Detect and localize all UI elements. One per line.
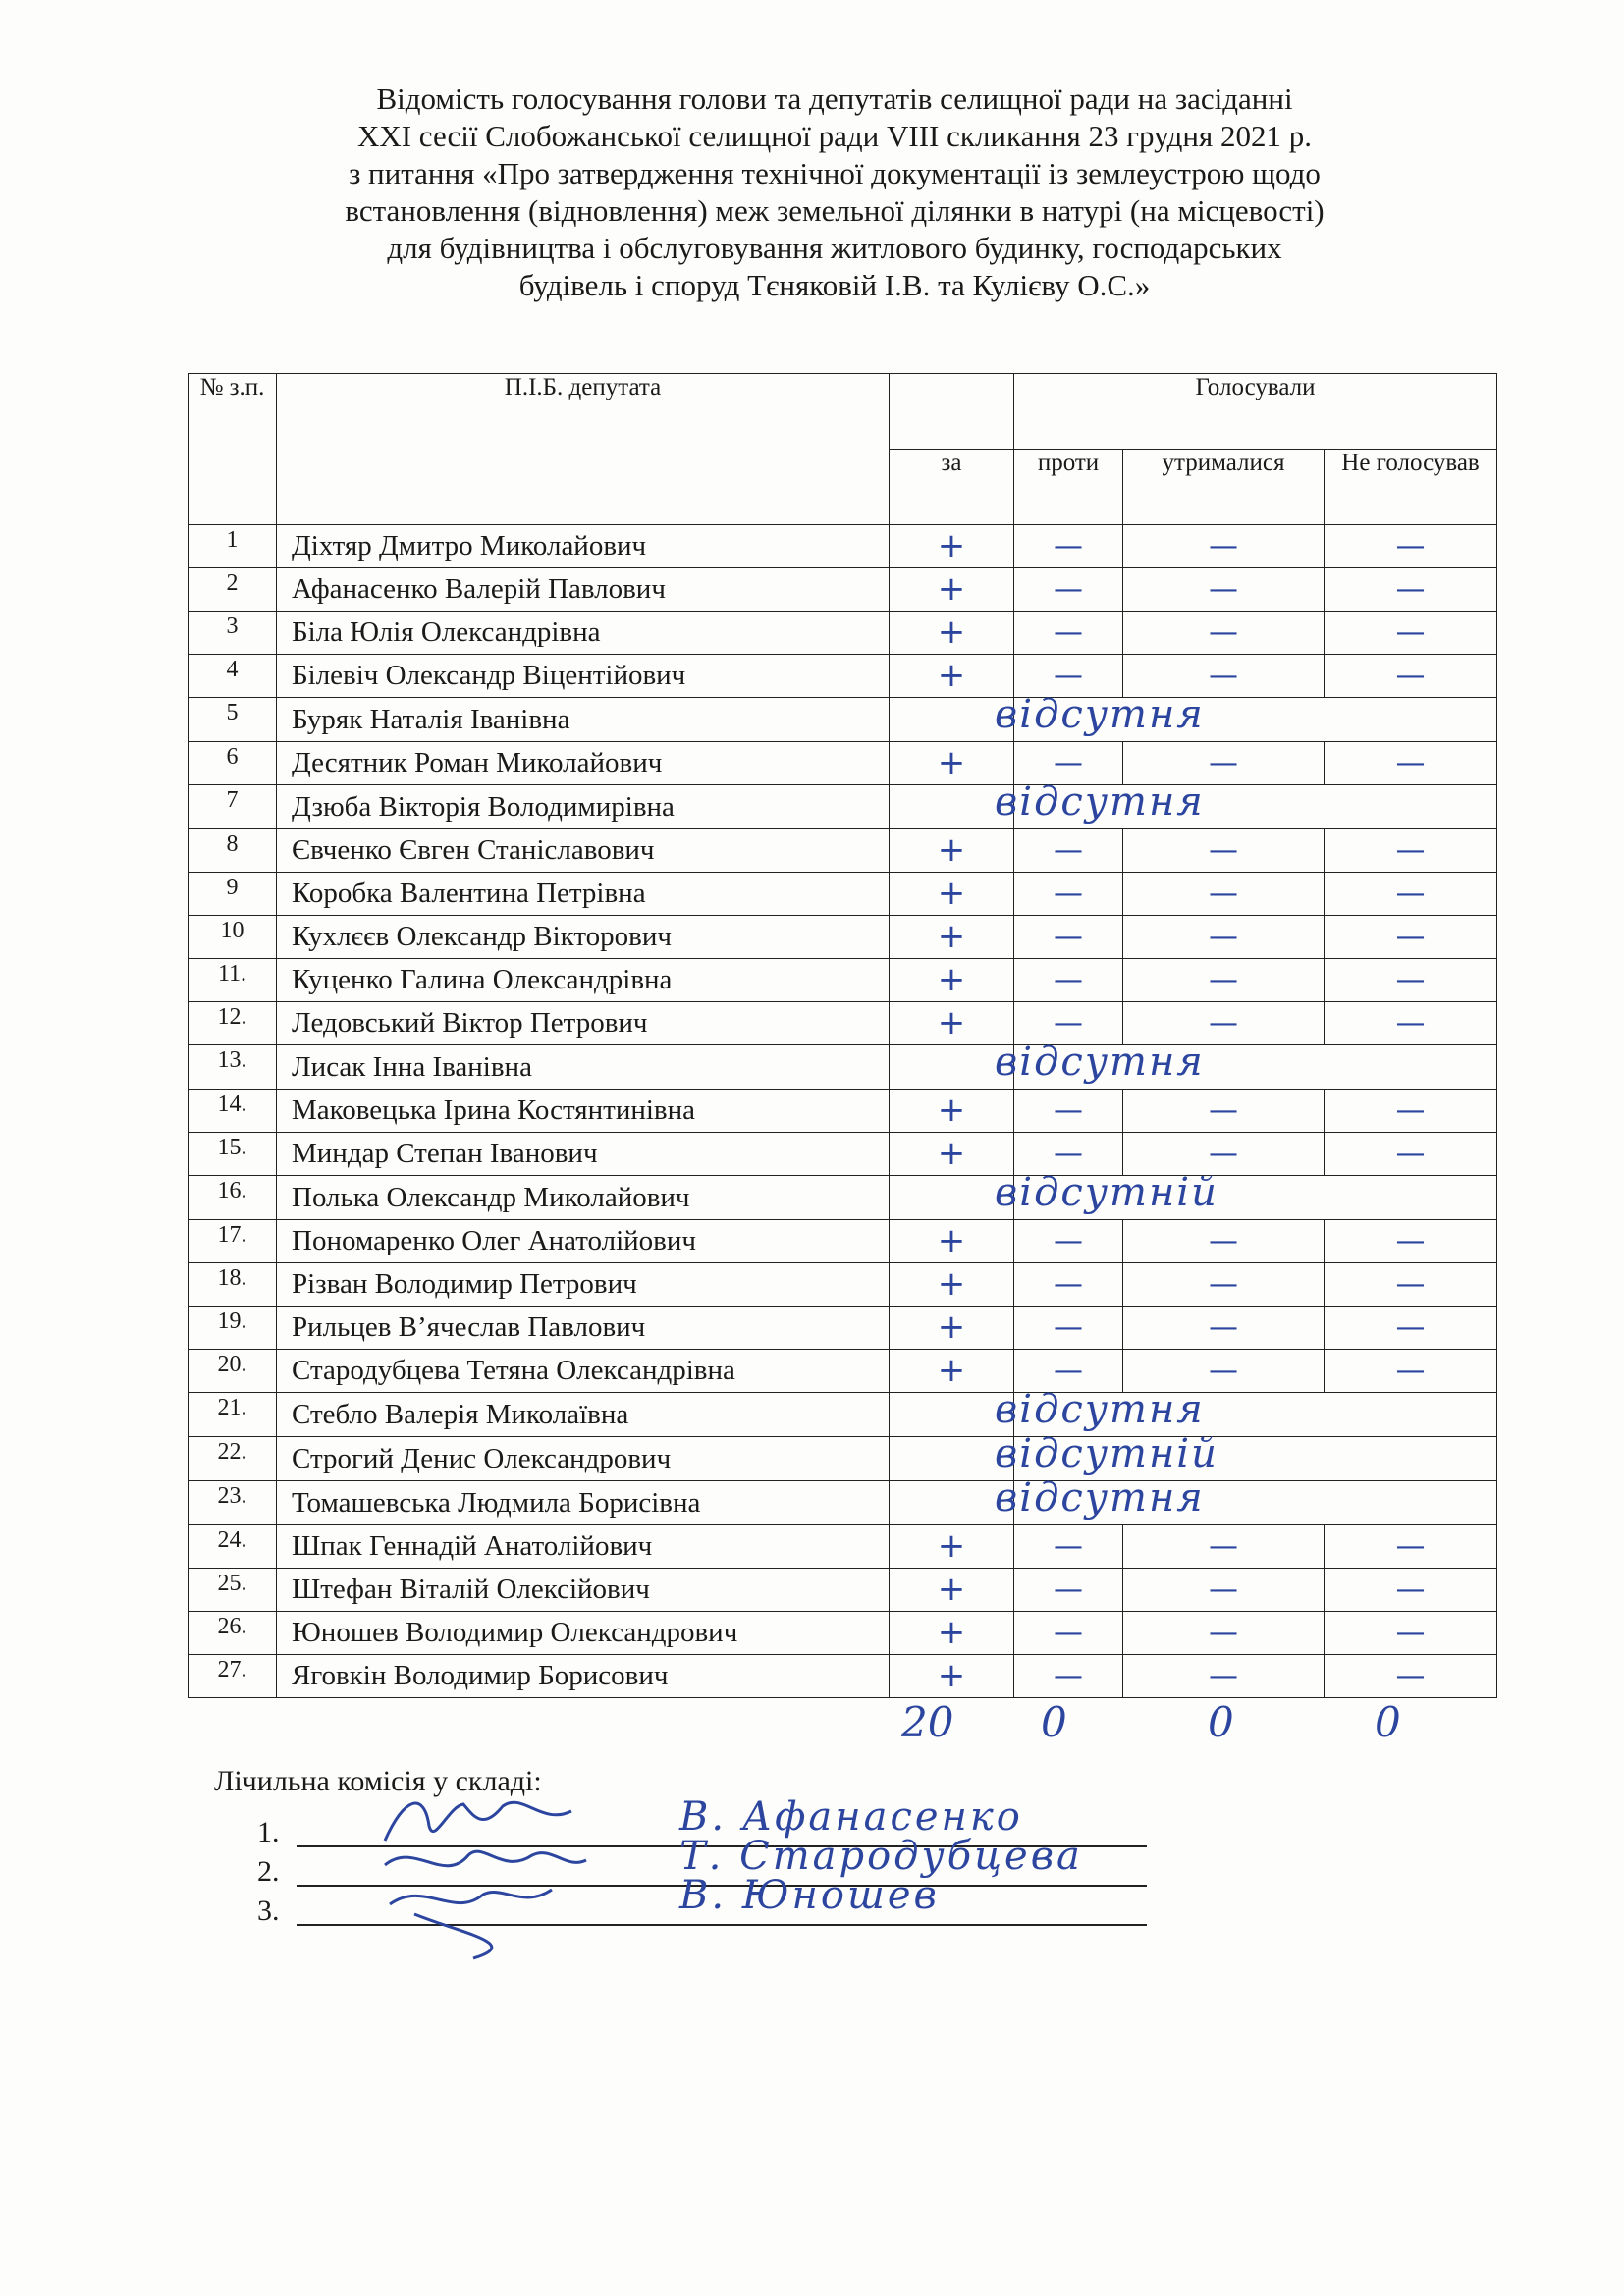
vote-against-cell [1014, 959, 1123, 1002]
vote-against-cell [1014, 568, 1123, 612]
plus-mark: + [937, 1351, 966, 1390]
vote-against-cell [1014, 742, 1123, 785]
dash-mark: — [1209, 1223, 1238, 1258]
deputy-name: Різван Володимир Петрович [277, 1263, 890, 1307]
plus-mark: + [937, 1221, 966, 1260]
vote-against-cell [1014, 612, 1123, 655]
dash-mark: — [1395, 1658, 1426, 1693]
table-row [189, 873, 1497, 916]
dash-mark: — [1209, 1353, 1238, 1388]
plus-mark: + [937, 1308, 966, 1347]
vote-abstain-cell [1123, 742, 1325, 785]
absent-cell [995, 1040, 1497, 1090]
dash-mark: — [1209, 528, 1238, 563]
header-voted-label: Голосували [1195, 374, 1316, 400]
vote-abstain-cell [1123, 655, 1325, 698]
absent-handwritten: відсутній [995, 1431, 1218, 1476]
table-row [189, 1307, 1497, 1350]
deputy-name: Білевіч Олександр Віцентійович [277, 655, 890, 698]
vote-for-cell [890, 525, 1014, 568]
deputy-name: Томашевська Людмила Борисівна [277, 1481, 890, 1525]
vote-abstain-cell [1123, 829, 1325, 873]
row-number: 18. [189, 1263, 277, 1307]
plus-mark: + [937, 874, 966, 913]
dash-mark: — [1395, 1353, 1426, 1388]
plus-mark: + [937, 526, 966, 565]
deputy-name: Стародубцева Тетяна Олександрівна [277, 1350, 890, 1393]
dash-mark: — [1054, 1572, 1083, 1607]
header-voted [1014, 374, 1497, 450]
vote-novote-cell [1325, 568, 1497, 612]
plus-mark: + [937, 1570, 966, 1609]
vote-against-cell [1014, 1133, 1123, 1176]
dash-mark: — [1054, 1658, 1083, 1693]
table-row [189, 698, 1497, 742]
row-number: 17. [189, 1220, 277, 1263]
vote-novote-cell [1325, 1350, 1497, 1393]
vote-for-cell [890, 1263, 1014, 1307]
table-row [189, 1176, 1497, 1220]
vote-abstain-cell [1123, 612, 1325, 655]
dash-mark: — [1395, 658, 1426, 693]
dash-mark: — [1209, 832, 1238, 868]
table-row [189, 916, 1497, 959]
plus-mark: + [937, 830, 966, 870]
dash-mark: — [1054, 1223, 1083, 1258]
vote-for-cell [890, 1220, 1014, 1263]
dash-mark: — [1209, 1615, 1238, 1650]
table-row [189, 1002, 1497, 1045]
dash-mark: — [1395, 1528, 1426, 1564]
header-for: за [890, 450, 1014, 525]
deputy-name: Ледовський Віктор Петрович [277, 1002, 890, 1045]
dash-mark: — [1209, 1658, 1238, 1693]
dash-mark: — [1209, 658, 1238, 693]
vote-for-cell [890, 1612, 1014, 1655]
row-number: 13. [189, 1045, 277, 1090]
plus-mark: + [937, 1003, 966, 1042]
dash-mark: — [1054, 919, 1083, 954]
title-line: XXI сесії Слобожанської селищної ради VIII скликання 23 грудня 2021 р. [356, 119, 1313, 153]
member-number: 2. [257, 1855, 280, 1888]
dash-mark: — [1395, 571, 1426, 607]
dash-mark: — [1209, 1093, 1238, 1128]
header-novote: Не голосував [1325, 450, 1497, 525]
vote-against-cell [1014, 829, 1123, 873]
vote-for-cell [890, 1133, 1014, 1176]
dash-mark: — [1054, 1528, 1083, 1564]
dash-mark: — [1395, 1309, 1426, 1345]
table-row [189, 568, 1497, 612]
dash-mark: — [1209, 1309, 1238, 1345]
document-title [196, 80, 1473, 304]
absent-handwritten: відсутня [995, 779, 1205, 825]
total-against: 0 [1041, 1698, 1067, 1746]
dash-mark: — [1395, 919, 1426, 954]
dash-mark: — [1054, 1266, 1083, 1302]
dash-mark: — [1054, 1353, 1083, 1388]
total-for: 20 [901, 1698, 954, 1746]
vote-novote-cell [1325, 829, 1497, 873]
plus-mark: + [937, 1656, 966, 1695]
header-name-label: П.І.Б. депутата [504, 374, 662, 400]
deputy-name: Коробка Валентина Петрівна [277, 873, 890, 916]
vote-for-cell [890, 1569, 1014, 1612]
vote-abstain-cell [1123, 1133, 1325, 1176]
vote-novote-cell [1325, 1263, 1497, 1307]
dash-mark: — [1054, 571, 1083, 607]
vote-against-cell [1014, 1350, 1123, 1393]
plus-mark: + [937, 1134, 966, 1173]
vote-for-cell [890, 1307, 1014, 1350]
plus-mark: + [937, 569, 966, 609]
table-row [189, 1525, 1497, 1569]
dash-mark: — [1395, 962, 1426, 997]
dash-mark: — [1054, 1615, 1083, 1650]
dash-mark: — [1054, 1093, 1083, 1128]
deputy-name: Полька Олександр Миколайович [277, 1176, 890, 1220]
row-number: 21. [189, 1393, 277, 1437]
absent-handwritten: відсутня [995, 692, 1205, 737]
absent-cell [995, 779, 1497, 829]
title-line: Відомість голосування голови та депутатів селищної ради на засіданні [376, 81, 1293, 116]
row-number: 2 [189, 568, 277, 612]
vote-for-cell [890, 612, 1014, 655]
deputy-name: Діхтяр Дмитро Миколайович [277, 525, 890, 568]
vote-abstain-cell [1123, 873, 1325, 916]
table-row [189, 1045, 1497, 1090]
member-number: 3. [257, 1895, 280, 1927]
table-row [189, 655, 1497, 698]
table-row [189, 1350, 1497, 1393]
vote-novote-cell [1325, 959, 1497, 1002]
table-row [189, 525, 1497, 568]
vote-novote-cell [1325, 1612, 1497, 1655]
dash-mark: — [1054, 658, 1083, 693]
dash-mark: — [1209, 876, 1238, 911]
vote-for-cell [890, 1525, 1014, 1569]
deputy-name: Афанасенко Валерій Павлович [277, 568, 890, 612]
vote-abstain-cell [1123, 1569, 1325, 1612]
table-row [189, 1133, 1497, 1176]
vote-for-cell [890, 829, 1014, 873]
table-row [189, 1655, 1497, 1698]
title-line: для будівництва і обслуговування житлового будинку, господарських [387, 231, 1282, 265]
vote-novote-cell [1325, 1307, 1497, 1350]
deputy-name: Рильцев В’ячеслав Павлович [277, 1307, 890, 1350]
vote-against-cell [1014, 1307, 1123, 1350]
vote-abstain-cell [1123, 525, 1325, 568]
plus-mark: + [937, 917, 966, 956]
absent-cell [995, 692, 1497, 742]
member-number: 1. [257, 1816, 280, 1848]
deputy-name: Штефан Віталій Олексійович [277, 1569, 890, 1612]
row-number: 4 [189, 655, 277, 698]
vote-abstain-cell [1123, 959, 1325, 1002]
dash-mark: — [1395, 614, 1426, 650]
deputy-name: Яговкін Володимир Борисович [277, 1655, 890, 1698]
row-number: 19. [189, 1307, 277, 1350]
plus-mark: + [937, 1264, 966, 1304]
vote-novote-cell [1325, 525, 1497, 568]
vote-abstain-cell [1123, 1655, 1325, 1698]
dash-mark: — [1395, 876, 1426, 911]
vote-against-cell [1014, 1525, 1123, 1569]
deputy-name: Дзюба Вікторія Володимирівна [277, 785, 890, 829]
vote-for-cell [890, 1002, 1014, 1045]
deputy-name: Стебло Валерія Миколаївна [277, 1393, 890, 1437]
row-number: 15. [189, 1133, 277, 1176]
dash-mark: — [1395, 1572, 1426, 1607]
vote-novote-cell [1325, 742, 1497, 785]
vote-against-cell [1014, 1090, 1123, 1133]
voting-table [188, 373, 1497, 1698]
vote-against-cell [1014, 1655, 1123, 1698]
vote-for-cell [890, 742, 1014, 785]
deputy-name: Кухлєєв Олександр Вікторович [277, 916, 890, 959]
table-row [189, 1612, 1497, 1655]
deputy-name: Строгий Денис Олександрович [277, 1437, 890, 1481]
voting-table-body [189, 525, 1497, 1698]
dash-mark: — [1209, 1528, 1238, 1564]
row-number: 20. [189, 1350, 277, 1393]
absent-handwritten: відсутня [995, 1040, 1205, 1085]
row-number: 6 [189, 742, 277, 785]
header-against: проти [1014, 450, 1123, 525]
dash-mark: — [1209, 745, 1238, 780]
table-row [189, 1481, 1497, 1525]
total-novote: 0 [1375, 1698, 1401, 1746]
vote-novote-cell [1325, 1569, 1497, 1612]
plus-mark: + [937, 960, 966, 999]
header-name [277, 374, 890, 525]
absent-handwritten: відсутня [995, 1475, 1205, 1521]
vote-abstain-cell [1123, 1002, 1325, 1045]
vote-against-cell [1014, 525, 1123, 568]
deputy-name: Десятник Роман Миколайович [277, 742, 890, 785]
table-row [189, 959, 1497, 1002]
dash-mark: — [1395, 1223, 1426, 1258]
dash-mark: — [1054, 614, 1083, 650]
absent-cell [995, 1475, 1497, 1525]
dash-mark: — [1209, 919, 1238, 954]
plus-mark: + [937, 743, 966, 782]
dash-mark: — [1054, 1309, 1083, 1345]
header-number-label: № з.п. [199, 374, 265, 400]
member-name: В. Юношев [679, 1873, 940, 1918]
vote-novote-cell [1325, 1655, 1497, 1698]
row-number: 12. [189, 1002, 277, 1045]
table-row [189, 742, 1497, 785]
table-row [189, 612, 1497, 655]
row-number: 10 [189, 916, 277, 959]
absent-cell [995, 1170, 1497, 1220]
dash-mark: — [1054, 1136, 1083, 1171]
row-number: 1 [189, 525, 277, 568]
dash-mark: — [1054, 528, 1083, 563]
row-number: 5 [189, 698, 277, 742]
vote-novote-cell [1325, 612, 1497, 655]
dash-mark: — [1395, 528, 1426, 563]
vote-against-cell [1014, 1220, 1123, 1263]
header-blank [890, 374, 1014, 450]
vote-novote-cell [1325, 655, 1497, 698]
table-row [189, 1569, 1497, 1612]
row-number: 16. [189, 1176, 277, 1220]
plus-mark: + [937, 1613, 966, 1652]
row-number: 24. [189, 1525, 277, 1569]
vote-against-cell [1014, 873, 1123, 916]
absent-handwritten: відсутній [995, 1170, 1218, 1215]
dash-mark: — [1054, 962, 1083, 997]
dash-mark: — [1395, 832, 1426, 868]
row-number: 26. [189, 1612, 277, 1655]
vote-abstain-cell [1123, 1350, 1325, 1393]
deputy-name: Куценко Галина Олександрівна [277, 959, 890, 1002]
table-row [189, 1090, 1497, 1133]
deputy-name: Миндар Степан Іванович [277, 1133, 890, 1176]
deputy-name: Шпак Геннадій Анатолійович [277, 1525, 890, 1569]
dash-mark: — [1395, 1093, 1426, 1128]
table-row [189, 829, 1497, 873]
row-number: 22. [189, 1437, 277, 1481]
dash-mark: — [1054, 1005, 1083, 1041]
absent-cell [995, 1387, 1497, 1437]
table-row [189, 1393, 1497, 1437]
dash-mark: — [1209, 1266, 1238, 1302]
deputy-name: Маковецька Ірина Костянтинівна [277, 1090, 890, 1133]
deputy-name: Юношев Володимир Олександрович [277, 1612, 890, 1655]
vote-novote-cell [1325, 916, 1497, 959]
title-line: будівель і споруд Тєняковій І.В. та Кулієву О.С.» [518, 268, 1151, 302]
deputy-name: Лисак Інна Іванівна [277, 1045, 890, 1090]
row-number: 3 [189, 612, 277, 655]
member-name: Т. Стародубцева [679, 1834, 1083, 1879]
vote-for-cell [890, 916, 1014, 959]
vote-for-cell [890, 655, 1014, 698]
deputy-name: Пономаренко Олег Анатолійович [277, 1220, 890, 1263]
plus-mark: + [937, 613, 966, 652]
dash-mark: — [1395, 1136, 1426, 1171]
plus-mark: + [937, 1526, 966, 1566]
dash-mark: — [1395, 1005, 1426, 1041]
vote-for-cell [890, 1655, 1014, 1698]
vote-for-cell [890, 959, 1014, 1002]
row-number: 8 [189, 829, 277, 873]
commission-label: Лічильна комісія у складі: [214, 1765, 542, 1797]
dash-mark: — [1209, 571, 1238, 607]
vote-abstain-cell [1123, 916, 1325, 959]
deputy-name: Буряк Наталія Іванівна [277, 698, 890, 742]
vote-abstain-cell [1123, 1612, 1325, 1655]
vote-for-cell [890, 873, 1014, 916]
vote-for-cell [890, 1090, 1014, 1133]
vote-for-cell [890, 568, 1014, 612]
vote-against-cell [1014, 655, 1123, 698]
dash-mark: — [1395, 745, 1426, 780]
vote-abstain-cell [1123, 1307, 1325, 1350]
vote-abstain-cell [1123, 568, 1325, 612]
total-abstain: 0 [1208, 1698, 1234, 1746]
dash-mark: — [1209, 1136, 1238, 1171]
row-number: 27. [189, 1655, 277, 1698]
vote-totals [893, 1698, 1502, 1757]
member-name: В. Афанасенко [679, 1794, 1023, 1840]
deputy-name: Біла Юлія Олександрівна [277, 612, 890, 655]
dash-mark: — [1395, 1615, 1426, 1650]
vote-abstain-cell [1123, 1263, 1325, 1307]
vote-novote-cell [1325, 1002, 1497, 1045]
table-row [189, 1220, 1497, 1263]
plus-mark: + [937, 656, 966, 695]
dash-mark: — [1054, 876, 1083, 911]
signature-scribble [375, 1865, 591, 1963]
dash-mark: — [1054, 745, 1083, 780]
vote-abstain-cell [1123, 1090, 1325, 1133]
vote-novote-cell [1325, 1525, 1497, 1569]
dash-mark: — [1054, 832, 1083, 868]
row-number: 14. [189, 1090, 277, 1133]
absent-cell [995, 1431, 1497, 1481]
header-abstain: утрималися [1123, 450, 1325, 525]
header-number [189, 374, 277, 525]
dash-mark: — [1209, 962, 1238, 997]
row-number: 11. [189, 959, 277, 1002]
vote-novote-cell [1325, 1220, 1497, 1263]
title-line: встановлення (відновлення) меж земельної ділянки в натурі (на місцевості) [345, 193, 1325, 228]
vote-novote-cell [1325, 1090, 1497, 1133]
vote-abstain-cell [1123, 1220, 1325, 1263]
dash-mark: — [1209, 1572, 1238, 1607]
vote-against-cell [1014, 1569, 1123, 1612]
vote-abstain-cell [1123, 1525, 1325, 1569]
absent-handwritten: відсутня [995, 1387, 1205, 1432]
vote-against-cell [1014, 1263, 1123, 1307]
dash-mark: — [1395, 1266, 1426, 1302]
table-row [189, 785, 1497, 829]
vote-for-cell [890, 1350, 1014, 1393]
table-row [189, 1437, 1497, 1481]
row-number: 25. [189, 1569, 277, 1612]
vote-against-cell [1014, 1002, 1123, 1045]
vote-novote-cell [1325, 1133, 1497, 1176]
vote-against-cell [1014, 916, 1123, 959]
dash-mark: — [1209, 1005, 1238, 1041]
row-number: 7 [189, 785, 277, 829]
row-number: 9 [189, 873, 277, 916]
plus-mark: + [937, 1091, 966, 1130]
title-line: з питання «Про затвердження технічної документації із землеустрою щодо [349, 156, 1321, 190]
table-row [189, 1263, 1497, 1307]
vote-novote-cell [1325, 873, 1497, 916]
dash-mark: — [1209, 614, 1238, 650]
row-number: 23. [189, 1481, 277, 1525]
vote-against-cell [1014, 1612, 1123, 1655]
deputy-name: Євченко Євген Станіславович [277, 829, 890, 873]
